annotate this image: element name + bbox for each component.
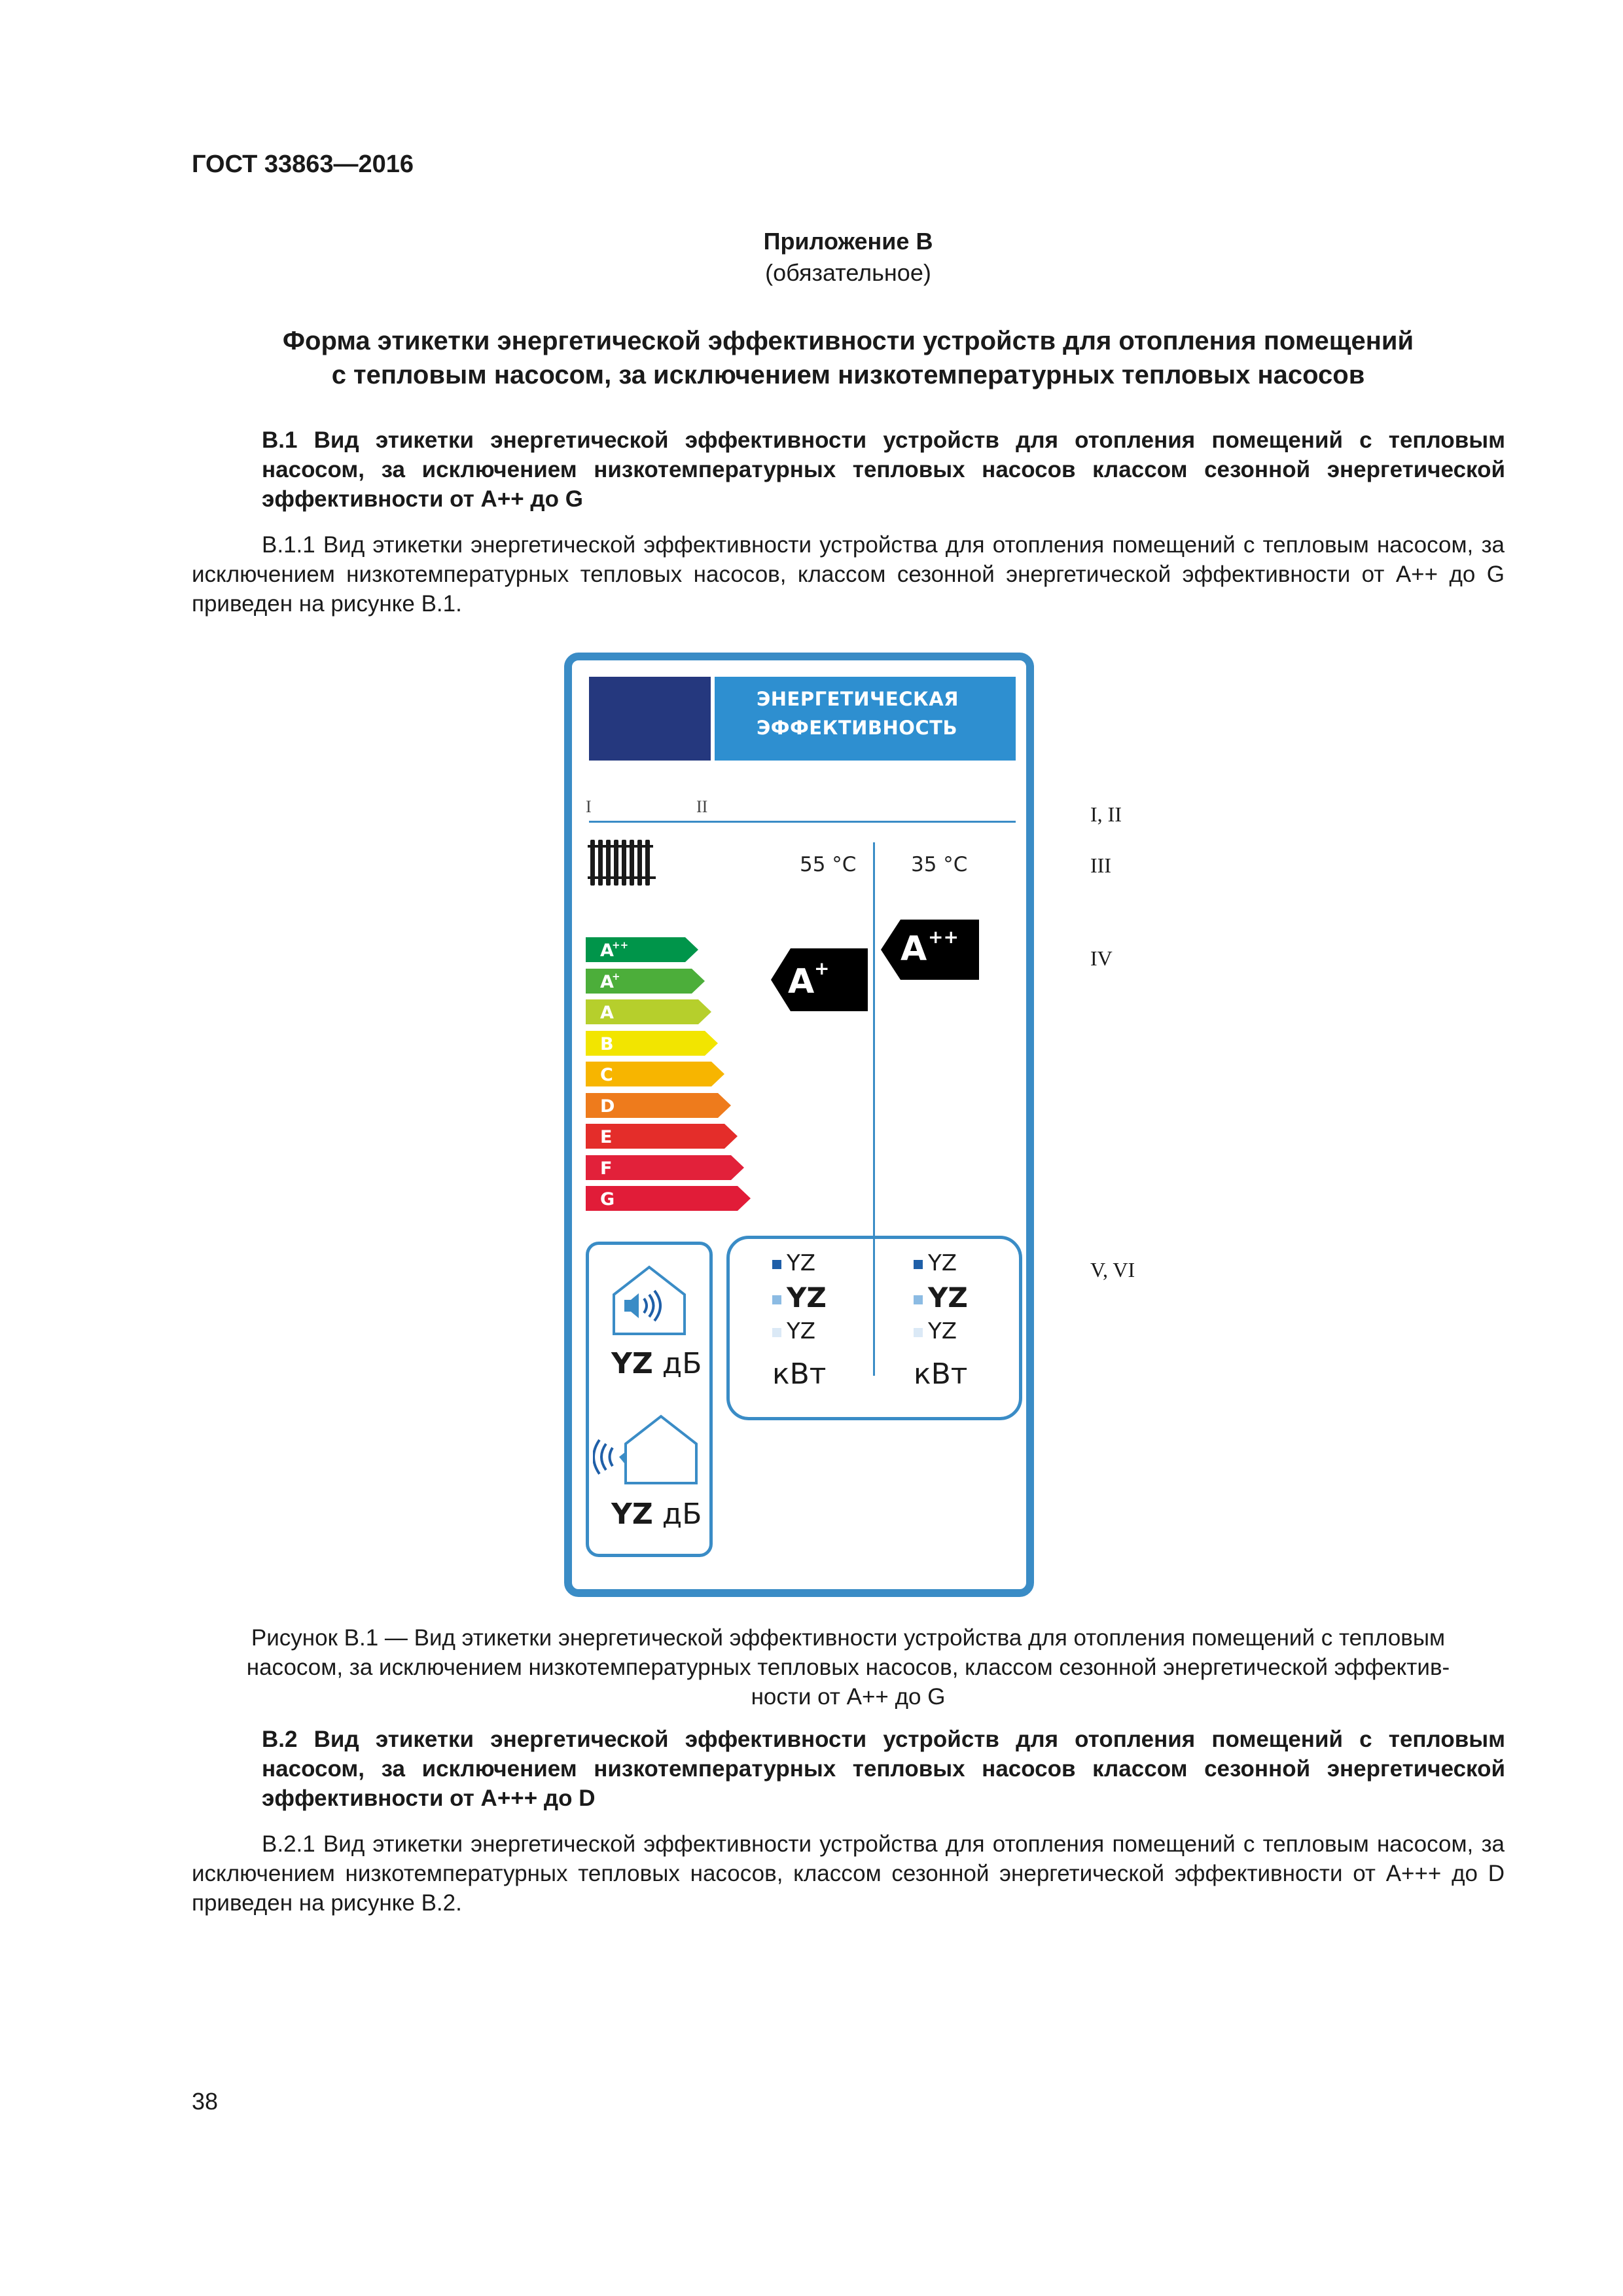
square-medium [914,1295,923,1304]
scale-arrow-4 [586,1031,718,1056]
figure-caption [192,1623,1505,1712]
power-right-row-2 [914,1282,968,1314]
rating-55-sup: + [814,958,830,979]
figure-caption-line-3: ности от А++ до G [751,1684,946,1710]
radiator-icon [588,836,660,889]
label-title-block [715,677,1016,761]
square-light [772,1328,781,1337]
callout-v-vi: V, VI [1090,1258,1135,1282]
annex-status: (обязательное) [765,259,931,286]
power-right-row-3 [914,1318,957,1344]
power-right-2: YZ [928,1282,968,1314]
power-left-1: YZ [787,1250,816,1276]
callout-i-ii: I, II [1090,802,1122,826]
callout-iii: III [1090,853,1111,877]
scale-arrow-2 [586,969,705,994]
rating-35-sup: ++ [928,926,959,948]
power-left-row-2 [772,1282,827,1314]
power-left-unit: кВт [772,1357,827,1391]
page-number: 38 [192,2088,219,2115]
section-2-paragraph-text: В.2.1 Вид этикетки энергетической эффективности устройства для отопления помещений с тепловым насосом, за исключением низкотемпературных тепловых насосов, классом сезонной энергетической эффективности от А+++ до D приведен на рисунке В.2. [192,1831,1505,1916]
power-output-box [726,1236,1022,1420]
label-title-line-1: ЭНЕРГЕТИЧЕСКАЯ [757,688,959,710]
annex-title: Приложение В [763,228,933,255]
figure-caption-line-1: Рисунок В.1 — Вид этикетки энергетической эффективности устройства для отопления помещений с тепловым [251,1625,1446,1651]
scale-arrow-label: A [600,941,614,961]
indoor-noise-yz: YZ [611,1347,653,1380]
rating-35-base: A [901,929,927,969]
section-1-paragraph-text: В.1.1 Вид этикетки энергетической эффективности устройства для отопления помещений с тепловым насосом, за исключением низкотемпературных тепловых насосов, классом сезонной энергетической эффективности от А++ до G приведен на рисунке В.1. [192,532,1505,617]
figure-caption-line-2: насосом, за исключением низкотемпературных тепловых насосов, классом сезонной энергетической эффектив- [246,1655,1450,1680]
square-medium [772,1295,781,1304]
label-title-line-2: ЭФФЕКТИВНОСТЬ [757,717,958,739]
rating-arrow-55 [771,948,869,1011]
callout-iv: IV [1090,946,1113,970]
indoor-noise-house-icon [610,1265,688,1338]
power-left-3: YZ [787,1318,816,1344]
outdoor-noise-value [611,1498,702,1531]
rating-arrow-35 [881,920,980,980]
scale-arrow-label: C [600,1065,613,1085]
temperature-55: 55 °C [800,853,857,876]
square-dark [772,1260,781,1269]
main-title-line-1: Форма этикетки энергетической эффективности устройств для отопления помещений [282,327,1414,355]
scale-arrow-label: A [600,1003,614,1023]
scale-arrow-superscript: ++ [612,939,629,951]
eu-logo-block [589,677,711,761]
main-title [192,324,1505,392]
label-divider-line [589,821,1016,823]
scale-arrow-5 [586,1062,724,1086]
section-1-heading: В.1 Вид этикетки энергетической эффективности устройств для отопления помещений с тепловым насосом, за исключением низкотемпературных тепловых насосов классом сезонной энергетической эффективности от А++ до G [262,427,1505,512]
section-1-paragraph [192,530,1505,619]
main-title-line-2: с тепловым насосом, за исключением низкотемпературных тепловых насосов [331,361,1365,389]
rating-55-base: A [788,962,815,1001]
section-2-heading: В.2 Вид этикетки энергетической эффективности устройств для отопления помещений с тепловым насосом, за исключением низкотемпературных тепловых насосов классом сезонной энергетической эффективности от А+++ до D [262,1727,1505,1811]
square-dark [914,1260,923,1269]
scale-arrow-label: A [600,971,614,992]
outdoor-noise-house-icon [593,1414,698,1484]
scale-arrow-6 [586,1093,731,1118]
scale-arrow-9 [586,1186,751,1211]
outdoor-noise-unit: дБ [662,1498,702,1531]
square-light [914,1328,923,1337]
section-2-paragraph [192,1829,1505,1918]
marker-i: I [586,797,592,816]
marker-ii: II [696,797,708,816]
power-right-1: YZ [928,1250,957,1276]
scale-arrow-label: F [600,1158,613,1179]
scale-arrow-label: D [600,1096,615,1117]
scale-arrow-8 [586,1155,744,1180]
scale-arrow-1 [586,937,698,962]
scale-arrow-label: G [600,1189,615,1210]
indoor-noise-unit: дБ [662,1347,702,1380]
outdoor-noise-yz: YZ [611,1498,653,1531]
scale-arrow-label: E [600,1127,613,1147]
power-right-row-1 [914,1250,957,1276]
document-header: ГОСТ 33863—2016 [192,151,414,178]
scale-arrow-3 [586,999,711,1024]
scale-arrow-7 [586,1124,738,1149]
power-left-2: YZ [787,1282,827,1314]
indoor-noise-value [611,1347,702,1380]
temperature-35: 35 °C [911,853,968,876]
scale-arrow-label: B [600,1033,614,1054]
power-right-3: YZ [928,1318,957,1344]
power-left-row-1 [772,1250,815,1276]
scale-arrow-superscript: + [612,970,620,982]
power-left-row-3 [772,1318,815,1344]
power-right-unit: кВт [914,1357,968,1391]
